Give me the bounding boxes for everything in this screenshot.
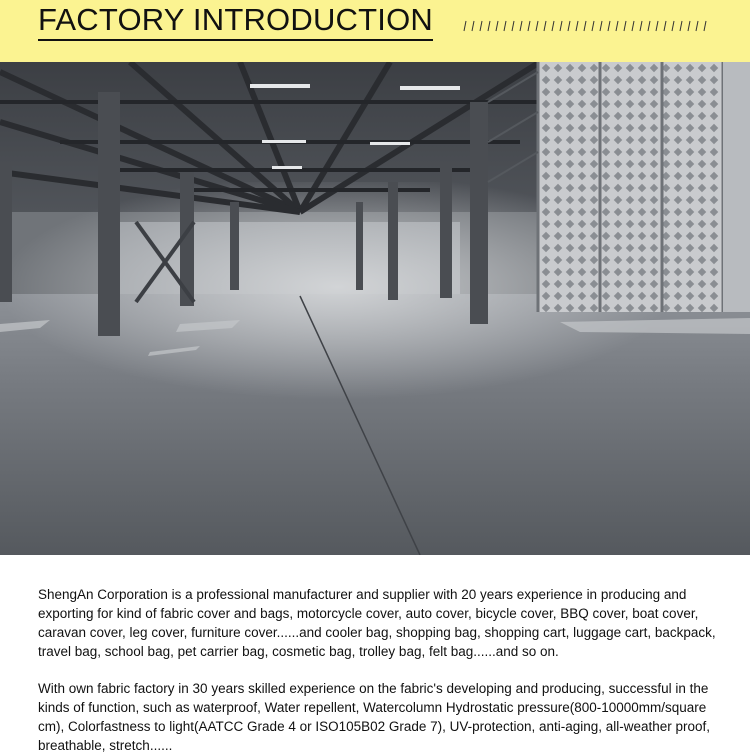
factory-interior-photo: [0, 62, 750, 555]
intro-paragraph-1: ShengAn Corporation is a professional manufacturer and supplier with 20 years experience in producing and exporting for kind of fabric cover and bags, motorcycle cover, auto cover, bicycle cover, BBQ cover, boat cover, caravan cover, leg cover, furniture cover......and cooler bag, shopping bag, shopping cart, luggage cart, backpack, travel bag, school bag, pet carrier bag, cosmetic bag, trolley bag, felt bag......and so on.: [38, 587, 716, 659]
decorative-slashes: [462, 19, 712, 33]
page-title: FACTORY INTRODUCTION: [38, 1, 433, 41]
header-banner: [0, 0, 750, 62]
intro-paragraph-2: With own fabric factory in 30 years skilled experience on the fabric's developing and producing, successful in the kinds of function, such as waterproof, Water repellent, Watercolumn Hydrostatic pressure(800-10000mm/square cm), Colorfastness to light(AATCC Grade 4 or ISO105B02 Grade 7), UV-protection, anti-aging, all-weather proof, breathable, stretch......: [38, 681, 711, 753]
